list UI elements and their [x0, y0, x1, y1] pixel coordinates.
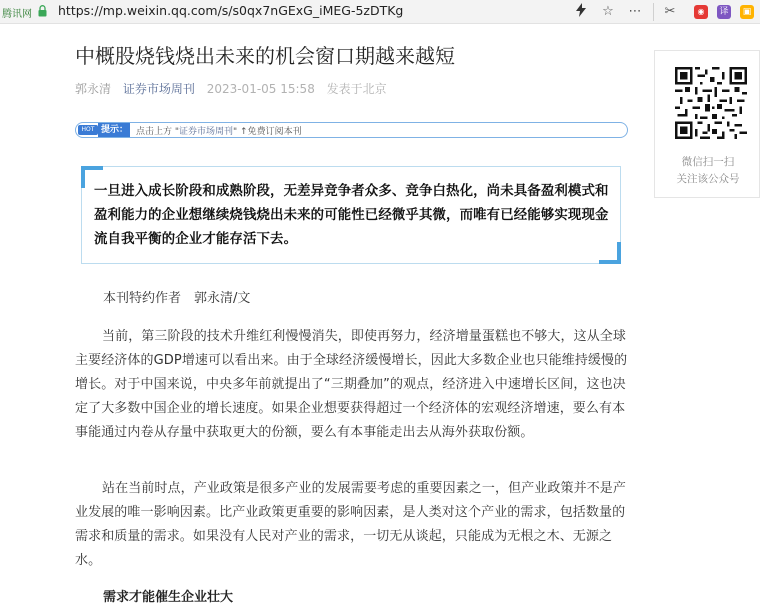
- scissors-icon[interactable]: ✂: [664, 4, 676, 19]
- article-title: 中概股烧钱烧出未来的机会窗口期越来越短: [75, 44, 455, 68]
- lightning-icon[interactable]: [572, 3, 590, 21]
- article-meta: [75, 80, 395, 97]
- qr-caption: [655, 154, 760, 188]
- byline: 本刊特约作者 郭永清/文: [103, 291, 251, 306]
- star-icon[interactable]: ☆: [602, 4, 614, 19]
- author-name: 郭永清: [75, 82, 112, 96]
- tip-suffix: " ↑免费订阅本刊: [233, 127, 302, 137]
- site-label: 腾讯网: [2, 9, 32, 20]
- address-bar[interactable]: https://mp.weixin.qq.com/s/s0qx7nGExG_iMEG-5zDTKg: [58, 3, 404, 18]
- qr-code-image: [675, 67, 747, 139]
- corner-decoration: [617, 242, 621, 264]
- corner-decoration: [81, 166, 85, 188]
- tip-account-link[interactable]: 证券市场周刊: [179, 127, 234, 137]
- tip-label: 提示：: [98, 123, 130, 137]
- toolbar-divider: [653, 3, 654, 21]
- tip-text: [136, 124, 302, 137]
- summary-quote-text: 一旦进入成长阶段和成熟阶段，无差异竞争者众多、竞争白热化，尚未具备盈利模式和盈利能力的企业想继续烧钱烧出未来的可能性已经微乎其微，而唯有已经能够实现现金流自我平衡的企业才能存活下去。: [94, 184, 609, 247]
- paragraph: 站在当前时点，产业政策是很多产业的发展需要考虑的重要因素之一，但产业政策并不是产业发展的唯一影响因素。比产业政策更重要的影响因素，是人类对这个产业的需求，包括数量的需求和质量的需求。如果没有人民对产业的需求，一切无从谈起，只能成为无根之木、无源之水。: [75, 481, 627, 568]
- browser-toolbar: [0, 0, 760, 24]
- lock-icon: [38, 5, 47, 17]
- extension-icon-1[interactable]: ◉: [694, 5, 708, 19]
- more-icon[interactable]: ⋯: [628, 4, 642, 19]
- subscribe-tip-bar[interactable]: [75, 122, 628, 138]
- publish-location: 发表于北京: [326, 82, 387, 96]
- hot-badge: HOT: [78, 125, 98, 135]
- qr-code-panel: [654, 50, 760, 198]
- account-link[interactable]: 证券市场周刊: [122, 82, 195, 96]
- extension-icon-3[interactable]: ▣: [740, 5, 754, 19]
- tip-prefix: 点击上方 ": [136, 127, 180, 137]
- section-heading: 需求才能催生企业壮大: [103, 590, 234, 605]
- summary-quote-box: [81, 166, 621, 264]
- publish-time: 2023-01-05 15:58: [206, 82, 315, 96]
- paragraph: 当前，第三阶段的技术升维红利慢慢消失，即使再努力，经济增量蛋糕也不够大，这从全球主要经济体的GDP增速可以看出来。由于全球经济缓慢增长，因此大多数企业也只能维持缓慢的增长。对于中国来说，中央多年前就提出了“三期叠加”的观点，经济进入中速增长区间，这也决定了大多数中国企业的增长速度。如果企业想要获得超过一个经济体的宏观经济增速，要么有本事能通过内卷从存量中获取更大的份额，要么有本事能走出去从海外获取份额。: [75, 329, 628, 440]
- qr-caption-line2: 关注该公众号: [676, 173, 740, 185]
- qr-caption-line1: 微信扫一扫: [681, 156, 735, 168]
- extension-icon-2[interactable]: 译: [717, 5, 731, 19]
